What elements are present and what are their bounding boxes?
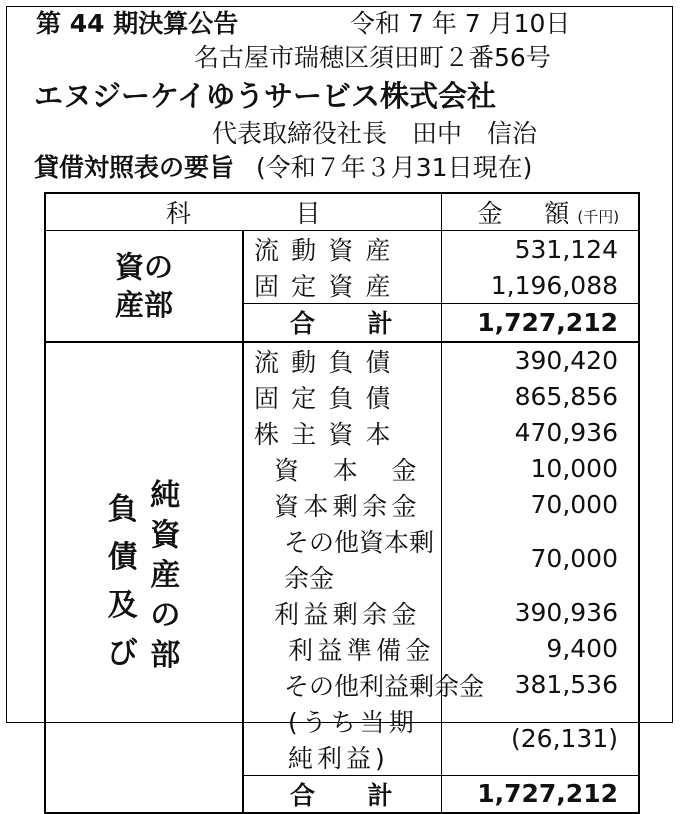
- item-fixed-liabilities: 固 定 負 債: [243, 379, 441, 415]
- item-legal-reserve: 利 益 準 備 金: [243, 631, 441, 667]
- value-capital: 10,000: [530, 454, 618, 483]
- liabilities-total-label: 合 計: [243, 775, 441, 813]
- item-column-header: 科 目: [45, 193, 441, 231]
- value-capital-surplus: 70,000: [530, 490, 618, 519]
- value-net-income: (26,131): [511, 724, 618, 753]
- value-fixed-liabilities: 865,856: [514, 382, 618, 411]
- value-current-liabilities: 390,420: [514, 346, 618, 375]
- liabilities-total-value: 1,727,212: [441, 775, 639, 813]
- liabilities-section-label: 負 債 及 び 純 資 産 の 部: [45, 342, 243, 814]
- table-row: [45, 231, 639, 268]
- value-current-assets: 531,124: [514, 234, 618, 264]
- assets-section-label: 資の 産部: [45, 231, 243, 342]
- value-legal-reserve: 9,400: [546, 634, 618, 663]
- value-shareholders-equity: 470,936: [514, 418, 618, 447]
- value-other-capital-surplus: 70,000: [530, 544, 618, 573]
- item-retained-earnings: 利 益 剰 余 金: [243, 595, 441, 631]
- balance-sheet-table: [44, 192, 640, 814]
- table-header-row: [45, 193, 639, 231]
- item-capital-surplus: 資 本 剰 余 金: [243, 487, 441, 523]
- term-title: 第 44 期決算公告: [36, 9, 239, 38]
- announcement-date: 令和 7 年 7 月10日: [350, 9, 571, 38]
- company-name: エヌジーケイゆうサービス株式会社: [34, 79, 496, 113]
- item-shareholders-equity: 株 主 資 本: [243, 415, 441, 451]
- amount-column-header: 金 額 (千円): [441, 193, 639, 231]
- assets-total-value: 1,727,212: [441, 304, 639, 342]
- assets-total-label: 合 計: [243, 304, 441, 342]
- representative: 代表取締役社長 田中 信治: [212, 119, 538, 148]
- table-row: [45, 342, 639, 379]
- value-fixed-assets: 1,196,088: [490, 270, 618, 300]
- balance-date: (令和７年３月31日現在): [256, 153, 533, 182]
- item-net-income: (うち当期純利益): [243, 703, 441, 776]
- unit-label: (千円): [577, 208, 620, 226]
- item-current-liabilities: 流 動 負 債: [243, 342, 441, 379]
- item-capital: 資 本 金: [243, 451, 441, 487]
- item-other-capital-surplus: その他資本剰余金: [243, 523, 441, 595]
- item-current-assets: 流 動 資 産: [243, 231, 441, 268]
- item-other-retained-earnings: そ の 他 利 益 剰 余 金: [243, 667, 441, 703]
- document-title: 貸借対照表の要旨: [34, 153, 235, 182]
- item-fixed-assets: 固 定 資 産: [243, 267, 441, 304]
- value-other-retained-earnings: 381,536: [514, 670, 618, 699]
- company-address: 名古屋市瑞穂区須田町２番56号: [194, 43, 551, 72]
- value-retained-earnings: 390,936: [514, 598, 618, 627]
